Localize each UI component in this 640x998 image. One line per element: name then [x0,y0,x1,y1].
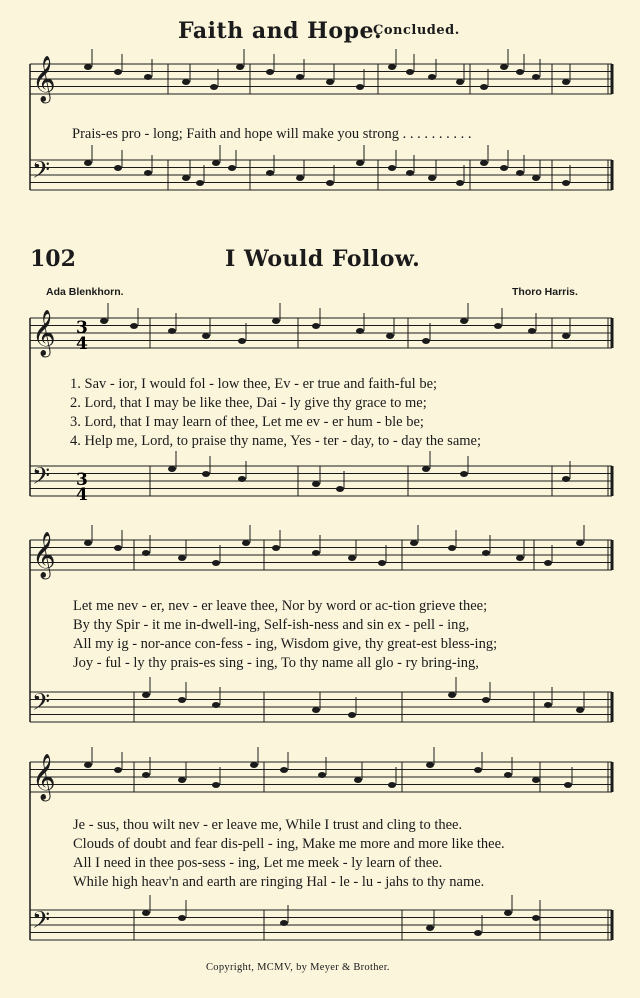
note-head [348,555,356,561]
note-head [326,79,334,85]
note-head [532,915,540,921]
note-head [576,540,584,546]
note-head [532,175,540,181]
note-head [326,180,334,186]
note-head [378,560,386,566]
note-head [500,64,508,70]
note-head [528,328,536,334]
note-head [272,545,280,551]
note-head [388,165,396,171]
note-head [114,545,122,551]
note-head [544,702,552,708]
note-head [142,772,150,778]
note-head [182,79,190,85]
note-head [266,69,274,75]
note-head [202,333,210,339]
note-head [178,697,186,703]
note-head [168,328,176,334]
note-head [280,920,288,926]
note-head [482,550,490,556]
note-head [212,160,220,166]
note-head [182,175,190,181]
note-head [500,165,508,171]
note-head [516,69,524,75]
note-head [480,160,488,166]
note-head [100,318,108,324]
lyric-line: Joy - ful - ly thy prais-es sing - ing, To thy name all glo - ry bring-ing, [73,655,479,671]
note-head [84,64,92,70]
note-head [426,762,434,768]
bass-clef-icon: 𝄢 [32,688,51,721]
copyright-notice: Copyright, MCMV, by Meyer & Brother. [206,962,390,973]
lyric-line: While high heav'n and earth are ringing Hal - le - lu - jahs to thy name. [73,874,485,890]
time-signature-bottom: 4 [76,334,88,354]
note-head [336,486,344,492]
note-head [562,333,570,339]
note-head [84,160,92,166]
note-head [532,777,540,783]
treble-clef-icon: 𝄞 [32,56,56,102]
note-head [178,777,186,783]
note-head [576,707,584,713]
note-head [448,692,456,698]
note-head [202,471,210,477]
lyric-line: Clouds of doubt and fear dis-pell - ing, Make me more and more like thee. [73,836,505,852]
lyricist-credit: Ada Blenkhorn. [46,286,124,298]
note-head [236,64,244,70]
note-head [406,69,414,75]
note-head [312,481,320,487]
note-head [564,782,572,788]
note-head [144,74,152,80]
note-head [296,74,304,80]
note-head [296,175,304,181]
note-head [474,767,482,773]
note-head [312,323,320,329]
note-head [460,471,468,477]
note-head [142,910,150,916]
note-head [388,64,396,70]
note-head [386,333,394,339]
time-signature-bottom: 4 [76,485,88,505]
note-head [544,560,552,566]
time-signature-top: 3 [76,470,88,490]
note-head [84,540,92,546]
note-head [238,476,246,482]
note-head [516,555,524,561]
lyric-line: By thy Spir - it me in-dwell-ing, Self-ish-ness and sin ex - pell - ing, [73,617,470,633]
note-head [532,74,540,80]
lyric-line: Let me nev - er, nev - er leave thee, Nor by word or ac-tion grieve thee; [73,598,488,614]
note-head [242,540,250,546]
note-head [178,915,186,921]
note-head [228,165,236,171]
note-head [280,767,288,773]
treble-clef-icon: 𝄞 [32,754,56,800]
note-head [448,545,456,551]
note-head [238,338,246,344]
hymn-title: I Would Follow. [225,246,421,272]
note-head [562,79,570,85]
note-head [196,180,204,186]
top-song-subtitle: Concluded. [373,23,460,38]
note-head [348,712,356,718]
note-head [144,170,152,176]
bass-clef-icon: 𝄢 [32,156,51,189]
treble-clef-icon: 𝄞 [32,532,56,578]
note-head [168,466,176,472]
note-head [84,762,92,768]
note-head [474,930,482,936]
note-head [388,782,396,788]
lyric-line: 3. Lord, that I may learn of thee, Let me ev - er hum - ble be; [70,414,424,430]
note-head [504,910,512,916]
note-head [212,782,220,788]
lyric-line: 4. Help me, Lord, to praise thy name, Yes - ter - day, to - day the same; [70,433,481,449]
note-head [212,560,220,566]
note-head [114,767,122,773]
lyric-line: 2. Lord, that I may be like thee, Dai - ly give thy grace to me; [70,395,427,411]
note-head [562,180,570,186]
note-head [356,84,364,90]
note-head [482,697,490,703]
note-head [460,318,468,324]
note-head [266,170,274,176]
hymn-number: 102 [30,246,76,272]
note-head [422,338,430,344]
note-head [422,466,430,472]
note-head [142,550,150,556]
note-head [178,555,186,561]
note-head [516,170,524,176]
note-head [114,165,122,171]
lyric-line: All my ig - nor-ance con-fess - ing, Wisdom give, thy great-est bless-ing; [73,636,498,652]
note-head [312,707,320,713]
note-head [456,180,464,186]
lyric-line: 1. Sav - ior, I would fol - low thee, Ev - er true and faith-ful be; [70,376,438,392]
note-head [318,772,326,778]
top-lyric-line: Prais-es pro - long; Faith and hope will make you strong . . . . . . . . . . [72,126,472,142]
note-head [406,170,414,176]
note-head [428,74,436,80]
note-head [356,328,364,334]
time-signature-top: 3 [76,318,88,338]
note-head [428,175,436,181]
bass-clef-icon: 𝄢 [32,906,51,939]
note-head [456,79,464,85]
note-head [354,777,362,783]
note-head [312,550,320,556]
composer-credit: Thoro Harris. [512,286,578,298]
note-head [426,925,434,931]
treble-clef-icon: 𝄞 [32,310,56,356]
note-head [272,318,280,324]
note-head [142,692,150,698]
note-head [494,323,502,329]
note-head [480,84,488,90]
note-head [212,702,220,708]
note-head [210,84,218,90]
note-head [562,476,570,482]
bass-clef-icon: 𝄢 [32,462,51,495]
note-head [356,160,364,166]
note-head [504,772,512,778]
note-head [250,762,258,768]
note-head [114,69,122,75]
top-song-title: Faith and Hope. [178,18,383,44]
note-head [130,323,138,329]
note-head [410,540,418,546]
lyric-line: All I need in thee pos-sess - ing, Let me meek - ly learn of thee. [73,855,443,871]
lyric-line: Je - sus, thou wilt nev - er leave me, While I trust and cling to thee. [73,817,463,833]
